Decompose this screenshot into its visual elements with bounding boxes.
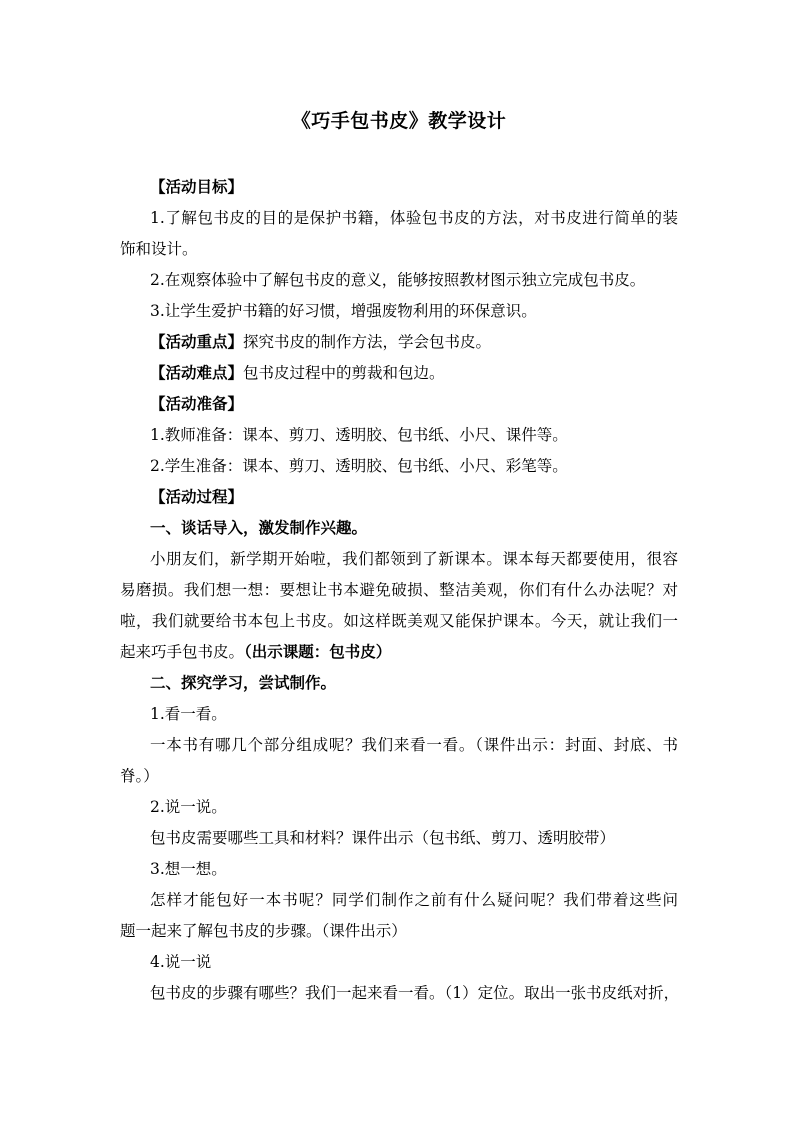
intro-topic: （出示课题：包书皮） bbox=[244, 642, 392, 661]
intro-line-4 bbox=[120, 641, 678, 663]
substep-1-line-2: 脊。） bbox=[120, 767, 159, 785]
difficulty-paragraph bbox=[150, 362, 678, 384]
substep-1: 1.看一看。 bbox=[150, 705, 227, 723]
focus-text: 探究书皮的制作方法，学会包书皮。 bbox=[243, 333, 492, 351]
difficulty-label: 【活动难点】 bbox=[150, 363, 244, 382]
goal-3: 3.让学生爱护书籍的好习惯，增强废物利用的环保意识。 bbox=[150, 302, 537, 320]
substep-3: 3.想一想。 bbox=[150, 860, 227, 878]
prep-heading: 【活动准备】 bbox=[150, 394, 244, 413]
intro-text: 起来巧手包书皮。 bbox=[120, 643, 245, 661]
substep-2: 2.说一说。 bbox=[150, 798, 227, 816]
prep-student: 2.学生准备：课本、剪刀、透明胶、包书纸、小尺、彩笔等。 bbox=[150, 457, 568, 475]
step-2-heading: 二、探究学习，尝试制作。 bbox=[150, 673, 337, 692]
substep-2-text: 包书皮需要哪些工具和材料？课件出示（包书纸、剪刀、透明胶带） bbox=[150, 829, 616, 847]
goal-1-line-2: 饰和设计。 bbox=[120, 240, 198, 258]
intro-line-2: 易磨损。我们想一想：要想让书本避免破损、整洁美观，你们有什么办法呢？对 bbox=[120, 581, 678, 599]
substep-4-text: 包书皮的步骤有哪些？我们一起来看一看。（1）定位。取出一张书皮纸对折， bbox=[150, 984, 680, 1002]
page-title: 《巧手包书皮》教学设计 bbox=[291, 110, 507, 132]
goal-1-line-1: 1.了解包书皮的目的是保护书籍，体验包书皮的方法，对书皮进行简单的装 bbox=[150, 209, 678, 227]
process-heading: 【活动过程】 bbox=[150, 487, 244, 506]
substep-3-line-2: 题一起来了解包书皮的步骤。（课件出示） bbox=[120, 922, 407, 940]
goal-2: 2.在观察体验中了解包书皮的意义，能够按照教材图示独立完成包书皮。 bbox=[150, 271, 646, 289]
substep-4: 4.说一说 bbox=[150, 953, 212, 971]
focus-paragraph bbox=[150, 331, 678, 353]
focus-label: 【活动重点】 bbox=[150, 332, 244, 351]
prep-teacher: 1.教师准备：课本、剪刀、透明胶、包书纸、小尺、课件等。 bbox=[150, 426, 568, 444]
intro-line-3: 啦，我们就要给书本包上书皮。如这样既美观又能保护课本。今天，就让我们一 bbox=[120, 612, 678, 630]
step-1-heading: 一、谈话导入，激发制作兴趣。 bbox=[150, 518, 368, 537]
substep-1-line-1: 一本书有哪几个部分组成呢？我们来看一看。（课件出示：封面、封底、书 bbox=[150, 736, 678, 754]
difficulty-text: 包书皮过程中的剪裁和包边。 bbox=[243, 364, 445, 382]
substep-3-line-1: 怎样才能包好一本书呢？同学们制作之前有什么疑问呢？我们带着这些问 bbox=[150, 891, 678, 909]
intro-line-1: 小朋友们，新学期开始啦，我们都领到了新课本。课本每天都要使用，很容 bbox=[150, 550, 678, 568]
goals-heading: 【活动目标】 bbox=[150, 177, 244, 196]
